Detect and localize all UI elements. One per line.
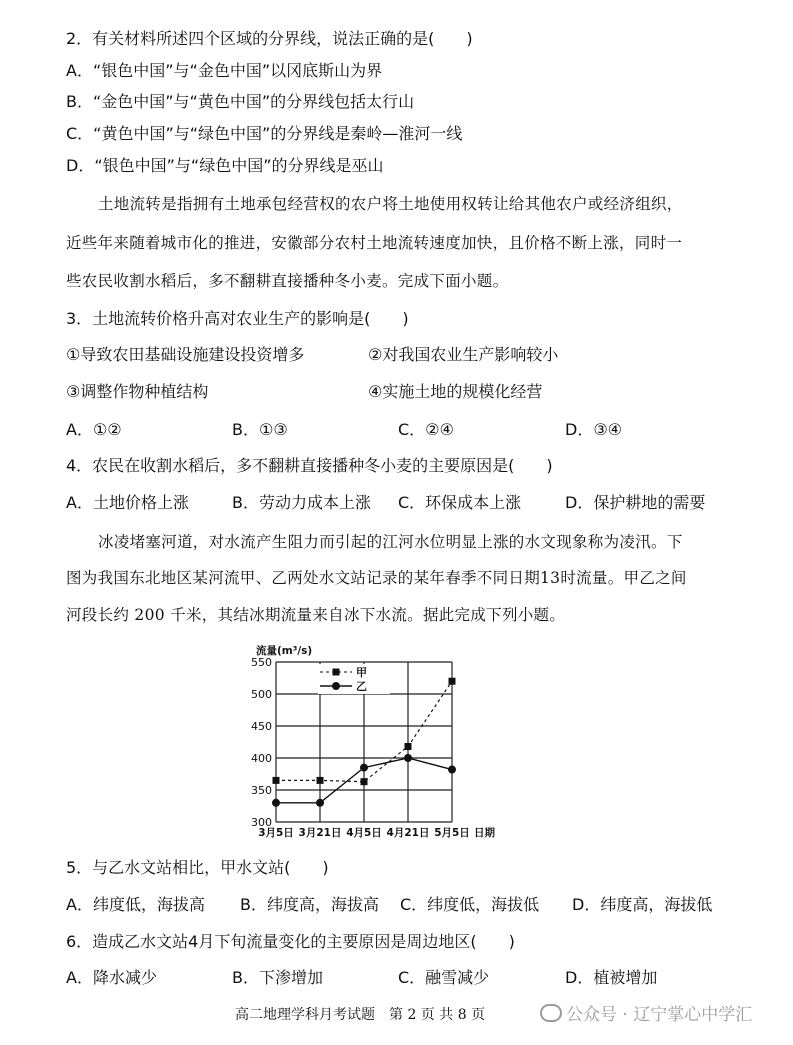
legend-yi-label: 乙 bbox=[356, 680, 367, 693]
series-jia-point bbox=[449, 678, 456, 685]
q5-option-b: B．纬度高，海拔高 bbox=[240, 895, 379, 914]
watermark bbox=[540, 1000, 752, 1025]
legend-yi-marker bbox=[332, 682, 340, 690]
q3-option-d: D．③④ bbox=[565, 420, 623, 439]
y-axis-label: 流量(m³/s) bbox=[256, 645, 313, 657]
q3-option-c: C．②④ bbox=[398, 420, 454, 439]
passage2-line-1: 冰凌堵塞河道，对水流产生阻力而引起的江河水位明显上涨的水文现象称为凌汛。下 bbox=[98, 533, 683, 551]
y-tick-label: 550 bbox=[251, 656, 272, 669]
y-tick-label: 350 bbox=[251, 784, 272, 797]
x-tick-label: 4月21日 bbox=[386, 827, 430, 839]
q3-item-1: ①导致农田基础设施建设投资增多 bbox=[66, 345, 305, 364]
legend-box bbox=[318, 664, 390, 694]
q4-option-d: D．保护耕地的需要 bbox=[565, 493, 706, 512]
flow-chart bbox=[240, 640, 530, 845]
q3-item-3: ③调整作物种植结构 bbox=[66, 382, 209, 401]
series-jia-point bbox=[273, 777, 280, 784]
q2-option-d: D．“银色中国”与“绿色中国”的分界线是巫山 bbox=[66, 156, 384, 175]
series-yi-point bbox=[360, 764, 368, 772]
passage2-line-3: 河段长约 200 千米，其结冰期流量来自冰下水流。据此完成下列小题。 bbox=[66, 606, 566, 624]
legend-jia-marker bbox=[333, 669, 340, 676]
passage1-line-2: 近些年来随着城市化的推进，安徽部分农村土地流转速度加快，且价格不断上涨，同时一 bbox=[66, 234, 683, 252]
q6-option-a: A．降水减少 bbox=[66, 968, 157, 987]
q3-option-b: B．①③ bbox=[232, 420, 288, 439]
q5-stem: 5．与乙水文站相比，甲水文站( ) bbox=[66, 858, 329, 877]
q3-item-4: ④实施土地的规模化经营 bbox=[368, 382, 543, 401]
q4-option-c: C．环保成本上涨 bbox=[398, 493, 522, 512]
y-tick-label: 300 bbox=[251, 816, 272, 829]
q6-option-b: B．下渗增加 bbox=[232, 968, 323, 987]
q3-stem: 3．土地流转价格升高对农业生产的影响是( ) bbox=[66, 309, 409, 328]
q3-option-a: A．①② bbox=[66, 420, 122, 439]
q4-option-b: B．劳动力成本上涨 bbox=[232, 493, 371, 512]
y-tick-label: 450 bbox=[251, 720, 272, 733]
series-jia-point bbox=[317, 777, 324, 784]
q5-option-a: A．纬度低，海拔高 bbox=[66, 895, 205, 914]
x-axis-label: 日期 bbox=[474, 827, 495, 839]
page-footer: 高二地理学科月考试题 第 2 页 共 8 页 bbox=[235, 1007, 486, 1023]
y-tick-label: 400 bbox=[251, 752, 272, 765]
watermark-text: 公众号 · 辽宁掌心中学汇 bbox=[566, 1005, 753, 1025]
q6-option-c: C．融雪减少 bbox=[398, 968, 490, 987]
series-yi-point bbox=[316, 799, 324, 807]
series-yi-point bbox=[404, 754, 412, 762]
legend-jia-label: 甲 bbox=[356, 666, 367, 679]
series-jia-point bbox=[361, 778, 368, 785]
q6-option-d: D．植被增加 bbox=[565, 968, 658, 987]
x-tick-label: 5月5日 bbox=[434, 827, 470, 839]
q2-option-a: A．“银色中国”与“金色中国”以冈底斯山为界 bbox=[66, 61, 383, 80]
series-yi-point bbox=[272, 799, 280, 807]
q2-option-b: B．“金色中国”与“黄色中国”的分界线包括太行山 bbox=[66, 92, 415, 111]
q4-stem: 4．农民在收割水稻后，多不翻耕直接播种冬小麦的主要原因是( ) bbox=[66, 456, 553, 475]
series-yi-point bbox=[448, 766, 456, 774]
q2-stem: 2．有关材料所述四个区域的分界线，说法正确的是( ) bbox=[66, 29, 473, 48]
x-tick-label: 4月5日 bbox=[346, 827, 382, 839]
x-tick-label: 3月5日 bbox=[258, 827, 294, 839]
q2-option-c: C．“黄色中国”与“绿色中国”的分界线是秦岭—淮河一线 bbox=[66, 124, 463, 143]
q4-option-a: A．土地价格上涨 bbox=[66, 493, 189, 512]
q5-option-c: C．纬度低，海拔低 bbox=[400, 895, 540, 914]
passage2-line-2: 图为我国东北地区某河流甲、乙两处水文站记录的某年春季不同日期13时流量。甲乙之间 bbox=[66, 569, 687, 587]
wechat-icon bbox=[540, 1004, 562, 1022]
series-jia-point bbox=[405, 743, 412, 750]
passage1-line-3: 些农民收割水稻后，多不翻耕直接播种冬小麦。完成下面小题。 bbox=[66, 272, 509, 290]
passage1-line-1: 土地流转是指拥有土地承包经营权的农户将土地使用权转让给其他农户或经济组织， bbox=[98, 195, 683, 213]
y-tick-label: 500 bbox=[251, 688, 272, 701]
x-tick-label: 3月21日 bbox=[298, 827, 342, 839]
q6-stem: 6．造成乙水文站4月下旬流量变化的主要原因是周边地区( ) bbox=[66, 932, 515, 951]
q5-option-d: D．纬度高，海拔低 bbox=[572, 895, 713, 914]
q3-item-2: ②对我国农业生产影响较小 bbox=[368, 345, 559, 364]
